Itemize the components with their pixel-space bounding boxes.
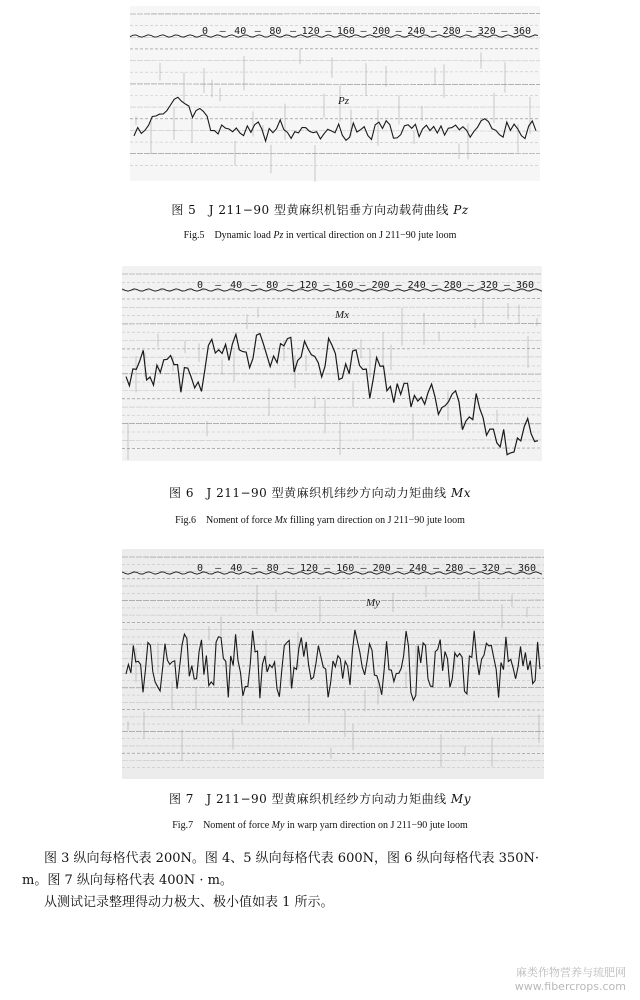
figure-5-caption-en: Fig.5 Dynamic load Pz in vertical direction on J 211−90 jute loom [183, 230, 457, 241]
body-line: m。图 7 纵向每格代表 400N · m。 [22, 873, 233, 888]
figure-7 [0, 545, 640, 840]
tick-label: 160 [336, 563, 355, 574]
tick-separator: – [396, 563, 403, 574]
watermark: 麻类作物营养与琉肥网 www.fibercrops.com [514, 966, 626, 993]
curve-label: My [366, 597, 381, 609]
figure-5-caption-cn: 图 5 J 211−90 型黄麻织机铝垂方向动载荷曲线 Pz [171, 203, 469, 217]
tick-label: 280 [445, 563, 464, 574]
tick-separator: – [430, 26, 437, 37]
tick-separator: – [251, 280, 258, 291]
tick-label: 320 [481, 563, 500, 574]
figure-6-caption-en: Fig.6 Noment of force Mx filling yarn direction on J 211−90 jute loom [175, 515, 465, 526]
tick-label: 120 [299, 280, 318, 291]
figure-7-caption-cn: 图 7 J 211−90 型黄麻织机经纱方向动力矩曲线 My [168, 792, 471, 806]
tick-separator: – [431, 280, 438, 291]
tick-label: 280 [443, 280, 462, 291]
tick-label: 40 [230, 280, 243, 291]
tick-label: 280 [442, 26, 461, 37]
body-paragraph [22, 848, 624, 914]
figure-5 [0, 0, 640, 250]
tick-separator: – [323, 280, 330, 291]
tick-separator: – [360, 563, 367, 574]
tick-separator: – [287, 280, 294, 291]
tick-label: 160 [336, 26, 355, 37]
tick-separator: – [467, 280, 474, 291]
tick-label: 40 [234, 26, 247, 37]
tick-separator: – [505, 563, 512, 574]
curve-label: Mx [335, 309, 350, 321]
curve-label: Pz [338, 95, 349, 107]
tick-label: 360 [517, 563, 537, 574]
figure-7-caption-en: Fig.7 Noment of force My in warp yarn direction on J 211−90 jute loom [172, 820, 468, 831]
tick-label: 200 [371, 280, 390, 291]
tick-separator: – [251, 563, 258, 574]
tick-separator: – [395, 280, 402, 291]
tick-separator: – [287, 563, 294, 574]
body-line: 从测试记录整理得动力极大、极小值如表 1 所示。 [44, 895, 334, 910]
tick-label: 0 [201, 26, 209, 37]
figure-6-plot [0, 262, 640, 462]
tick-label: 240 [408, 563, 428, 574]
tick-separator: – [254, 26, 261, 37]
tick-label: 360 [515, 280, 535, 291]
tick-separator: – [395, 26, 402, 37]
tick-separator: – [501, 26, 508, 37]
tick-label: 200 [372, 26, 391, 37]
tick-separator: – [215, 563, 222, 574]
tick-label: 160 [335, 280, 354, 291]
tick-label: 240 [407, 280, 426, 291]
tick-separator: – [290, 26, 297, 37]
tick-separator: – [466, 26, 473, 37]
tick-label: 0 [196, 280, 204, 291]
tick-separator: – [359, 280, 366, 291]
tick-separator: – [219, 26, 226, 37]
body-line: 图 3 纵向每格代表 200N。图 4、5 纵向每格代表 600N，图 6 纵向每格代表 350N· [44, 851, 539, 866]
tick-label: 360 [512, 26, 532, 37]
tick-label: 200 [372, 563, 391, 574]
tick-label: 80 [269, 26, 282, 37]
tick-separator: – [360, 26, 367, 37]
tick-label: 80 [266, 563, 279, 574]
tick-label: 320 [477, 26, 496, 37]
figure-6-caption-cn: 图 6 J 211−90 型黄麻织机纬纱方向动力矩曲线 Mx [169, 486, 471, 500]
tick-separator: – [433, 563, 440, 574]
tick-label: 120 [299, 563, 319, 574]
tick-label: 40 [230, 563, 243, 574]
tick-separator: – [469, 563, 476, 574]
tick-label: 320 [479, 280, 498, 291]
tick-label: 80 [266, 280, 279, 291]
figure-5-plot [0, 0, 640, 185]
tick-separator: – [215, 280, 222, 291]
tick-label: 240 [407, 26, 426, 37]
figure-6 [0, 262, 640, 537]
tick-separator: – [324, 563, 331, 574]
tick-label: 120 [301, 26, 320, 37]
tick-separator: – [325, 26, 332, 37]
tick-label: 0 [196, 563, 204, 574]
tick-separator: – [503, 280, 510, 291]
figure-7-plot [0, 545, 640, 780]
